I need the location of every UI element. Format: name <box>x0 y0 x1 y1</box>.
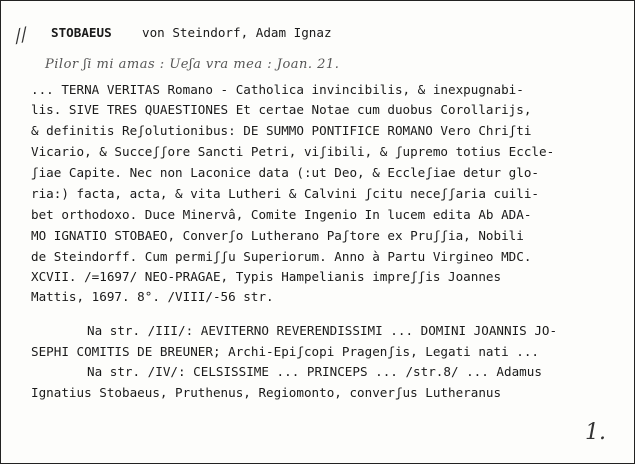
body-line: bet orthodoxo. Duce Minervâ, Comite Ingenio In lucem edita Ab ADA- <box>31 207 532 222</box>
body-line: Vicario, & Succeʃʃore Sancti Petri, viʃibili, & ʃupremo totius Eccle- <box>31 144 555 159</box>
note-line: Na str. /III/: AEVITERNO REVERENDISSIMI ... DOMINI JOANNIS JO- <box>87 323 558 338</box>
body-line: & definitis Reʃolutionibus: DE SUMMO PONTIFICE ROMANO Vero Chriʃti <box>31 123 532 138</box>
body-line: de Steindorff. Cum permiʃʃu Superiorum. Anno à Partu Virgineo MDC. <box>31 249 532 264</box>
body-line: Mattis, 1697. 8°. /VIII/-56 str. <box>31 289 274 304</box>
body-line: lis. SIVE TRES QUAESTIONES Et certae Notae cum duobus Corollarijs, <box>31 102 532 117</box>
body-line: ria:) facta, acta, & vita Lutheri & Calvini ʃcitu neceʃʃaria cuili- <box>31 186 539 201</box>
body-line: XCVII. /=1697/ NEO-PRAGAE, Typis Hampelianis impreʃʃis Joannes <box>31 269 502 284</box>
note-line: Na str. /IV/: CELSISSIME ... PRINCEPS ... /str.8/ ... Adamus <box>87 364 542 379</box>
author-heading: STOBAEUS <box>51 25 112 40</box>
body-line: ... TERNA VERITAS Romano - Catholica invincibilis, & inexpugnabi- <box>31 82 524 97</box>
body-line: ʃiae Capite. Nec non Laconice data (:ut Deo, & Eccleʃiae detur glo- <box>31 165 539 180</box>
note-line: SEPHI COMITIS DE BREUNER; Archi-Epiʃcopi Pragenʃis, Legati nati ... <box>31 344 539 359</box>
note-line: Ignatius Stobaeus, Pruthenus, Regiomonto, converʃus Lutheranus <box>31 385 502 400</box>
page-mark: 1. <box>585 420 606 445</box>
body-line: MO IGNATIO STOBAEO, Converʃo Lutherano Paʃtore ex Pruʃʃia, Nobili <box>31 228 524 243</box>
corner-mark: // <box>12 23 30 48</box>
author-full-name: von Steindorf, Adam Ignaz <box>142 25 332 40</box>
handwritten-note: Pilor ʃi mi amas : Ueʃa vra mea : Joan. 21. <box>45 57 340 72</box>
